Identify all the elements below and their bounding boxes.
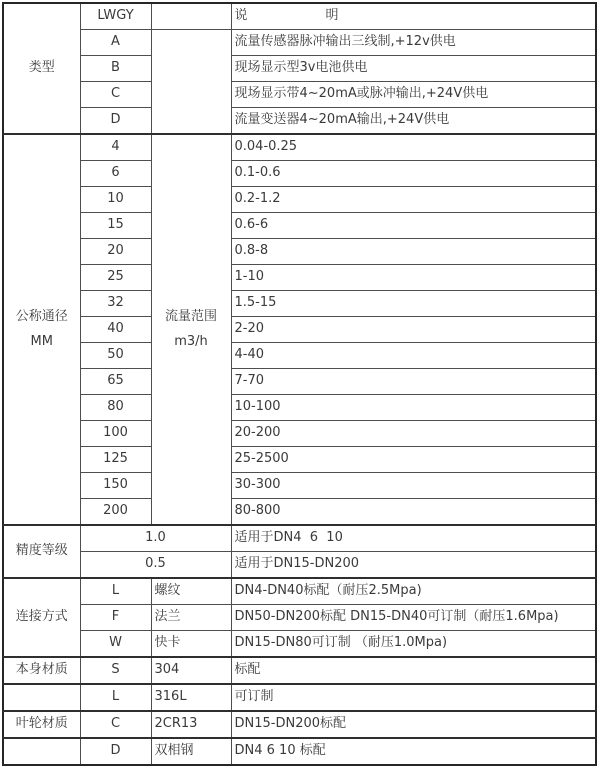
table-row	[3, 499, 596, 526]
table-row	[3, 447, 596, 473]
range-cell: 0.1-0.6	[231, 161, 596, 187]
table-row	[3, 134, 596, 161]
range-cell: 1-10	[231, 265, 596, 291]
table-row	[3, 213, 596, 239]
code-cell: F	[80, 605, 151, 631]
table-row	[3, 265, 596, 291]
table-row	[3, 317, 596, 343]
desc-cell: DN4 6 10 标配	[231, 738, 596, 765]
table-row	[3, 657, 596, 684]
table-row	[3, 161, 596, 187]
range-cell: 10-100	[231, 395, 596, 421]
table-row	[3, 578, 596, 605]
flowmeter-spec-table	[2, 2, 597, 766]
table-row	[3, 369, 596, 395]
desc-cell: 流量传感器脉冲输出三线制,+12v供电	[231, 30, 596, 56]
table-row	[3, 605, 596, 631]
range-cell: 1.5-15	[231, 291, 596, 317]
desc-cell: 现场显示型3v电池供电	[231, 56, 596, 82]
name-cell: 法兰	[151, 605, 231, 631]
range-cell: 7-70	[231, 369, 596, 395]
table-row	[3, 525, 596, 552]
table-row	[3, 187, 596, 213]
table-row	[3, 56, 596, 82]
code-cell: C	[80, 711, 151, 738]
desc-cell: 可订制	[231, 684, 596, 711]
desc-cell: DN15-DN200标配	[231, 711, 596, 738]
empty-cell	[3, 738, 80, 765]
size-cell: 10	[80, 187, 151, 213]
size-cell: 100	[80, 421, 151, 447]
code-cell: L	[80, 578, 151, 605]
code-cell: W	[80, 631, 151, 658]
section-label-diameter	[3, 134, 80, 525]
code-cell: A	[80, 30, 151, 56]
diameter-label-line2: MM	[30, 333, 53, 349]
empty-cell	[3, 684, 80, 711]
table-row	[3, 291, 596, 317]
size-cell: 80	[80, 395, 151, 421]
name-cell: 快卡	[151, 631, 231, 658]
range-cell: 2-20	[231, 317, 596, 343]
size-cell: 200	[80, 499, 151, 526]
range-cell: 0.8-8	[231, 239, 596, 265]
code-cell: C	[80, 82, 151, 108]
empty-cell	[151, 30, 231, 135]
range-cell: 80-800	[231, 499, 596, 526]
table-row	[3, 631, 596, 658]
flow-range-label	[151, 134, 231, 525]
range-cell: 0.2-1.2	[231, 187, 596, 213]
range-cell: 4-40	[231, 343, 596, 369]
desc-cell: 适用于DN15-DN200	[231, 552, 596, 579]
name-cell: 螺纹	[151, 578, 231, 605]
desc-cell: 适用于DN4 6 10	[231, 525, 596, 552]
flow-range-label-line2: m3/h	[174, 333, 208, 349]
name-cell: 2CR13	[151, 711, 231, 738]
section-label-impeller-material: 叶轮材质	[3, 711, 80, 738]
code-cell: D	[80, 738, 151, 765]
code-cell: D	[80, 108, 151, 135]
name-cell: 304	[151, 657, 231, 684]
desc-cell: DN15-DN80可订制 （耐压1.0Mpa)	[231, 631, 596, 658]
table-row	[3, 684, 596, 711]
section-label-type: 类型	[3, 3, 80, 134]
size-cell: 50	[80, 343, 151, 369]
desc-cell: DN50-DN200标配 DN15-DN40可订制（耐压1.6Mpa)	[231, 605, 596, 631]
section-label-body-material: 本身材质	[3, 657, 80, 684]
desc-cell: 现场显示带4~20mA或脉冲输出,+24V供电	[231, 82, 596, 108]
grade-cell: 1.0	[80, 525, 231, 552]
range-cell: 20-200	[231, 421, 596, 447]
table-row	[3, 395, 596, 421]
size-cell: 65	[80, 369, 151, 395]
desc-cell: 流量变送器4~20mA输出,+24V供电	[231, 108, 596, 135]
grade-cell: 0.5	[80, 552, 231, 579]
name-cell: 双相钢	[151, 738, 231, 765]
table-row	[3, 82, 596, 108]
empty-cell	[151, 3, 231, 30]
table-row	[3, 738, 596, 765]
range-cell: 0.6-6	[231, 213, 596, 239]
size-cell: 6	[80, 161, 151, 187]
code-cell: L	[80, 684, 151, 711]
name-cell: 316L	[151, 684, 231, 711]
range-cell: 30-300	[231, 473, 596, 499]
table-row	[3, 239, 596, 265]
table-row	[3, 421, 596, 447]
table-row	[3, 3, 596, 30]
table-row	[3, 30, 596, 56]
size-cell: 40	[80, 317, 151, 343]
size-cell: 4	[80, 134, 151, 161]
section-label-accuracy: 精度等级	[3, 525, 80, 578]
range-cell: 0.04-0.25	[231, 134, 596, 161]
table-row	[3, 711, 596, 738]
desc-cell: 标配	[231, 657, 596, 684]
code-cell: S	[80, 657, 151, 684]
code-cell: B	[80, 56, 151, 82]
size-cell: 125	[80, 447, 151, 473]
header-code-cell: LWGY	[80, 3, 151, 30]
range-cell: 25-2500	[231, 447, 596, 473]
diameter-label-line1: 公称通径	[15, 308, 68, 324]
size-cell: 20	[80, 239, 151, 265]
table-row	[3, 343, 596, 369]
flow-range-label-line1: 流量范围	[164, 308, 217, 324]
section-label-connection: 连接方式	[3, 578, 80, 657]
size-cell: 32	[80, 291, 151, 317]
size-cell: 15	[80, 213, 151, 239]
header-desc-cell: 说 明	[231, 3, 596, 30]
size-cell: 25	[80, 265, 151, 291]
table-row	[3, 552, 596, 579]
table-row	[3, 108, 596, 135]
size-cell: 150	[80, 473, 151, 499]
desc-cell: DN4-DN40标配（耐压2.5Mpa)	[231, 578, 596, 605]
table-row	[3, 473, 596, 499]
